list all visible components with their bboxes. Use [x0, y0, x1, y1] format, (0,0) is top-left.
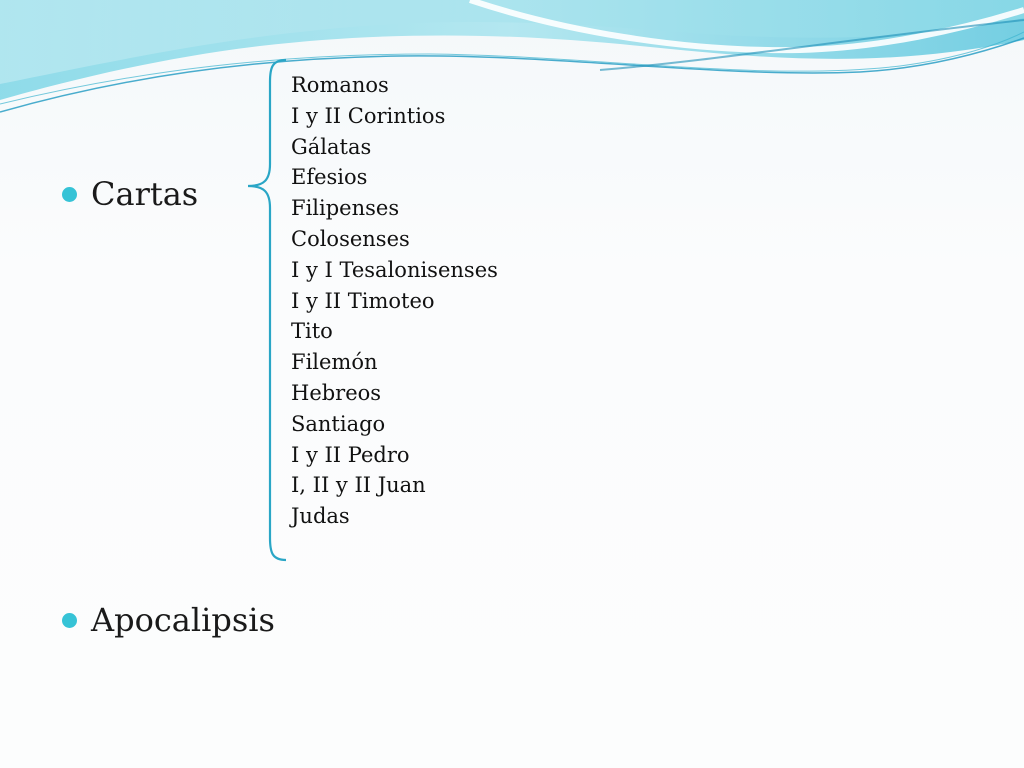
list-item: Filipenses [291, 196, 400, 221]
list-item: Romanos [291, 73, 389, 97]
list-item: Hebreos [291, 380, 382, 405]
curly-brace-icon [244, 58, 290, 562]
list-item: Santiago [291, 411, 386, 436]
bullet-label: Cartas [91, 175, 199, 213]
bullet-apocalipsis [62, 600, 275, 640]
bullet-label: Apocalipsis [91, 601, 275, 639]
list-item: Tito [291, 319, 333, 344]
cartas-book-list [291, 70, 498, 532]
list-item: I y I Tesalonisenses [291, 257, 498, 282]
list-item: I y II Pedro [291, 442, 410, 467]
list-item: Judas [291, 504, 350, 529]
bullet-dot-icon [62, 187, 77, 202]
header-wave-decoration [0, 0, 1024, 140]
list-item: Filemón [291, 350, 378, 375]
list-item: Gálatas [291, 134, 372, 159]
list-item: Efesios [291, 165, 368, 190]
bullet-cartas [62, 174, 198, 214]
list-item: I, II y II Juan [291, 473, 426, 498]
bullet-dot-icon [62, 613, 77, 628]
list-item: Colosenses [291, 226, 410, 251]
list-item: I y II Timoteo [291, 288, 435, 313]
list-item: I y II Corintios [291, 103, 446, 128]
